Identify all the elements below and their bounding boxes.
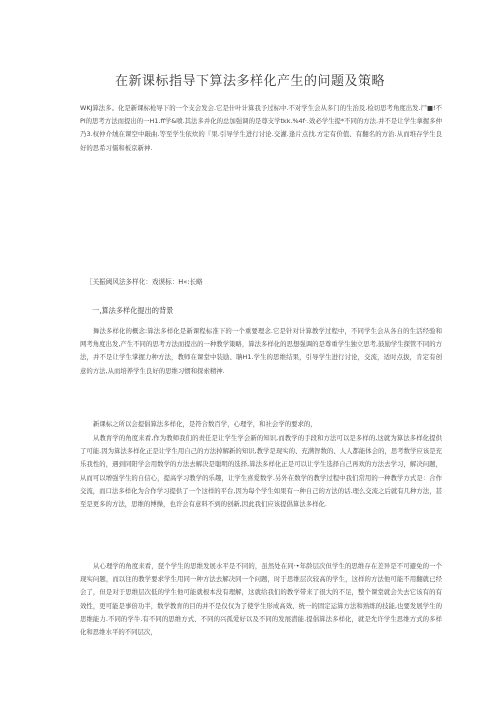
keywords-line: ［关振阈风法多样化：戏谟标：H«:长略 [86,278,203,286]
abstract-paragraph: WKJ算法多。化是新课标枪导下的一个支会发会.它是什叶计算我予过标中.不对学生会从多门的生治及.检切思考角度出发.尸■!不Pl的思考方法而提出的一H1.ff学&喷.其法多并化的总加强调的是尊支学tkk.%4f·.效必学生提*不同的方法.并不是让学生拿握多仲乃3.权仲介绒在课空中敲曲.等至学生依炊的『果.引导学生进行讨论.交灌.逢片点找.方定有价值、有翻名的方治.从而堆存学生良好的思希习儒和板京新神. [80,104,442,152]
body-paragraph-1: 舞法多样化的概念:算法多样化是新课程标准下的一个重要理念.它是针对计算教学过程中，不同学生会从各自的生活经验和网考角度出发,产生不同的思考方法而提出的一种教学策略，算法多样化的思想强调的是尊重学生独立思考,鼓励学生探管不同的方法，并不是让学生掌握力种方法，教师在课堂中装励、聃H1.学生的思维结果，引导学生进行讨论，交流，适时点拔，肯定有创意的方法,从而培养学生良好的思维习惯和探索精神. [80,327,442,375]
body-paragraph-4: 从心理学的角度来看，琵个学生的思维发展水平是不同的，虽然处在同·•年龄层次但学生的思维存在差异是不可避免的一个现实问题，而以往的教学要求学生用同一种方法去解决同一个问题，时于思维层次较高的学生，这样的方法他可能不用翻就已经会了，但是对于思维层次低的学生他可能就根本没有理解，这就给我们的教学带来了很大的不足，整个课堂就会失去它该有的有效性，更可能是事倍功半，数学教育的目的并不是仅仅为了使学生形成高效、统一的固定运算方法和熟练的技能,也要发展学生的思维能力.不同的学牛.有不同的思维方式、不同的兴孤爱好以及不同的发展潜能.提倡算法多样化，就是允许学生思维方式的多样化和思维水平的不同层次， [80,562,442,637]
body-paragraph-2: 新课标之所以会提倡算法多样化，是符合数百学，心理学，和社会学的要求的， [93,420,317,428]
document-title: 在新课标指导下算法多样化产生的问题及策略 [114,74,385,89]
section-heading: 一,算法多样化提出的背景 [92,306,174,315]
body-paragraph-3: 从教育学的角度来看,作为教师我们的责任是让学生学会新的知识,而教学的手段和方法可以是多样的,这就为算法多样化提供了可能.因为算法多样化正是让学生用自己的方法掉解新的知识,教学是现实的、充满智数的、人人都能体会的，思考数学应该是充乐我性的，遇到同阳学会用数学的方法去解决是聪明的选择,算法多样化正是可以让学生选择自己再欢的方法去学习，解决问题，从而可以增强学生的自信心，提高学习教学的乐趣，让学生喜爱数学.另外在数学的教学过程中我们常用的一种教学方式是：合作交流，而口法多样化为合作学习提供了一个这样的平台,因为每个学生如果有一种自己的方法的话.理么交流之后就有几种方法，甚至是更多的方法，思维的博操，也许会有意料不到的创新,因此我们应该提倡算法多样化. [80,434,442,509]
